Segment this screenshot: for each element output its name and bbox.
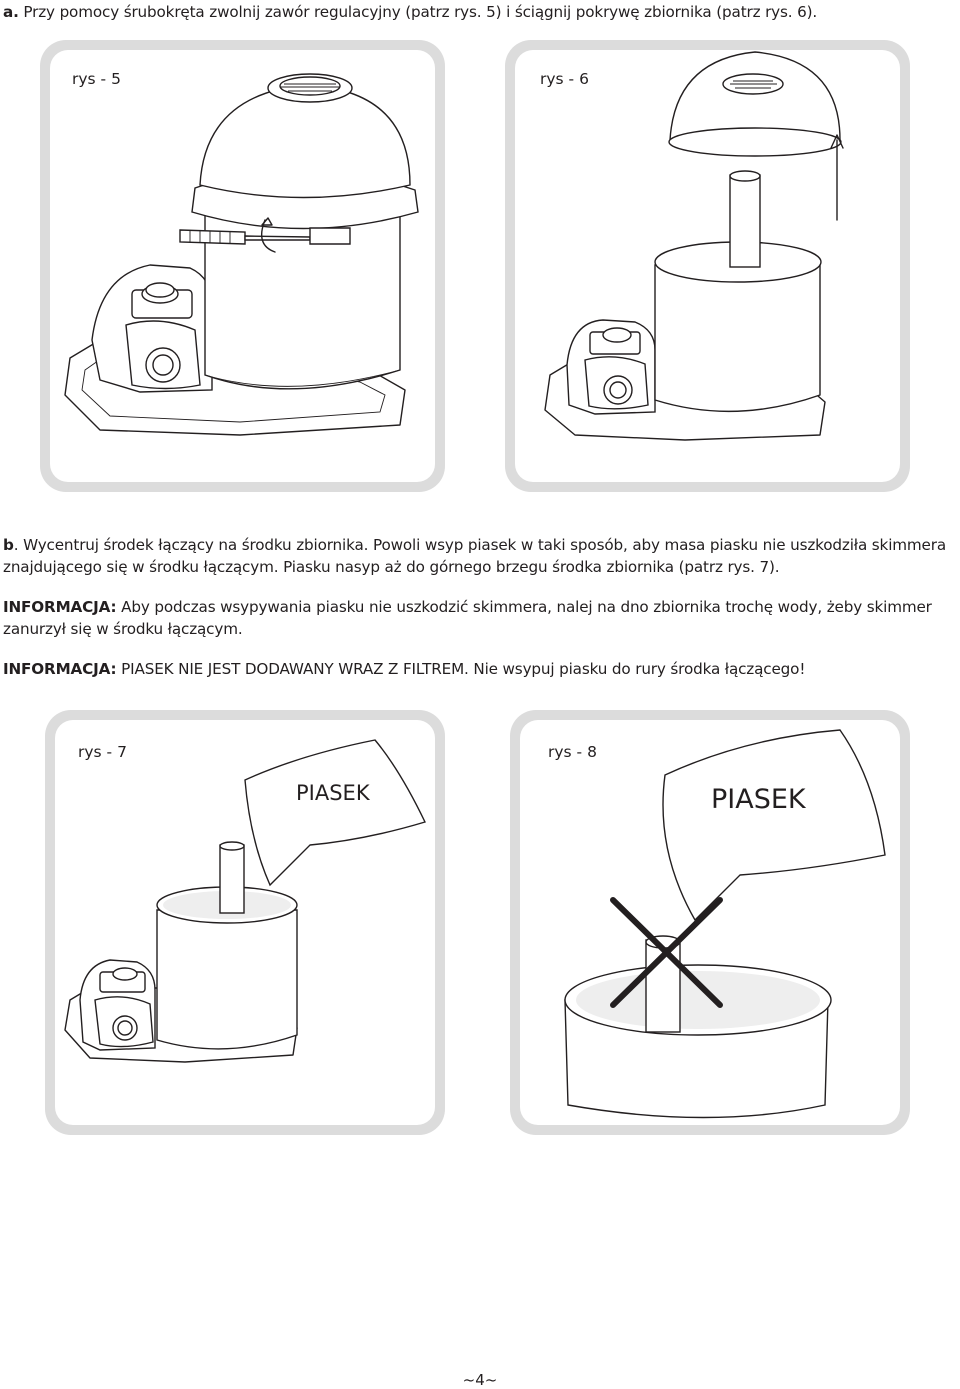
info-text-1: Aby podczas wsypywania piasku nie uszkodzić skimmera, nalej na dno zbiornika trochę wody, żeby skimmer zanurzył się w środku łączącym. <box>3 598 932 638</box>
step-b-paragraph <box>3 534 953 578</box>
filter-illustration-rys7 <box>45 710 445 1135</box>
figure-label-rys5: rys - 5 <box>72 70 121 88</box>
info-paragraph-1 <box>3 596 953 640</box>
step-a-paragraph <box>3 1 953 23</box>
figure-label-rys6: rys - 6 <box>540 70 589 88</box>
step-b-text: . Wycentruj środek łączący na środku zbiornika. Powoli wsyp piasek w taki sposób, aby masa piasku nie uszkodziła skimmera znajdującego się w środku łączącym. Piasku nasyp aż do górnego brzegu środka zbiornika (patrz rys. 7). <box>3 536 947 576</box>
info-paragraph-2 <box>3 658 953 680</box>
step-b-marker: b <box>3 536 14 554</box>
sand-bag-label-rys8: PIASEK <box>711 784 806 815</box>
filter-illustration-rys5 <box>40 40 445 492</box>
page-number: ~4~ <box>462 1371 498 1389</box>
step-a-marker: a. <box>3 3 19 21</box>
step-a-text: Przy pomocy śrubokręta zwolnij zawór regulacyjny (patrz rys. 5) i ściągnij pokrywę zbiornika (patrz rys. 6). <box>18 3 818 21</box>
figure-label-rys7: rys - 7 <box>78 743 127 761</box>
filter-illustration-rys8 <box>510 710 910 1135</box>
info-label-2: INFORMACJA: <box>3 660 117 678</box>
filter-illustration-rys6 <box>505 40 910 492</box>
info-text-2: PIASEK NIE JEST DODAWANY WRAZ Z FILTREM. Nie wsypuj piasku do rury środka łączącego! <box>116 660 806 678</box>
sand-bag-label-rys7: PIASEK <box>296 781 370 805</box>
info-label-1: INFORMACJA: <box>3 598 117 616</box>
figure-label-rys8: rys - 8 <box>548 743 597 761</box>
